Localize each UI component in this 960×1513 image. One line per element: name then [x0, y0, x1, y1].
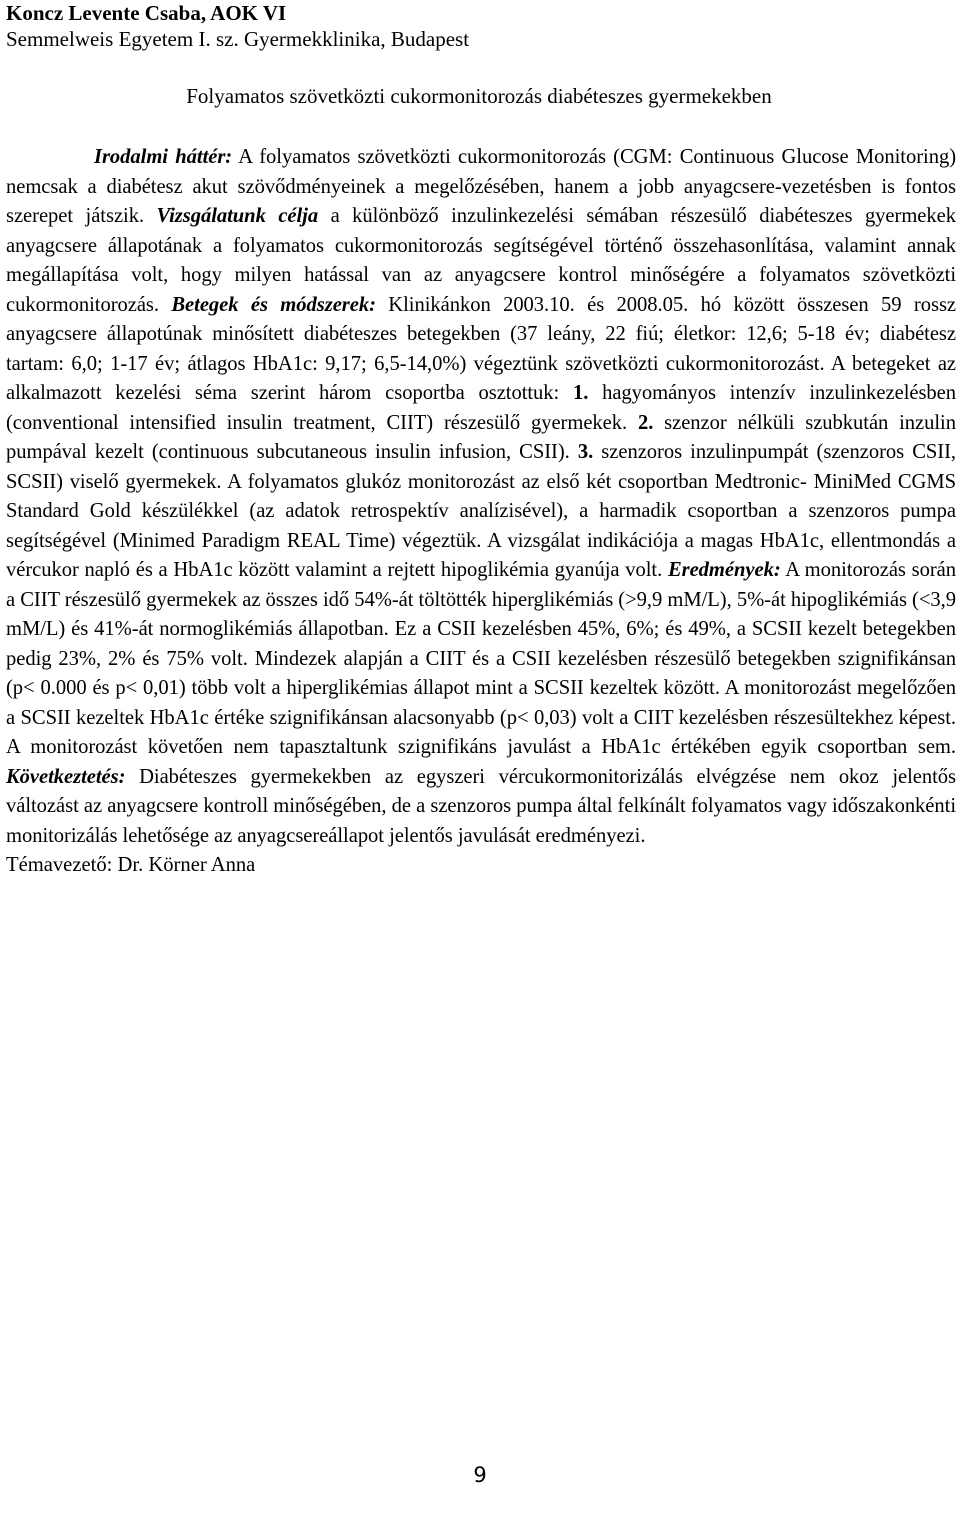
- background-heading: Irodalmi háttér:: [94, 146, 233, 168]
- group-1-text: hagyományos intenzív inzulinkezelésben (conventional intensified insulin treatment, CIIT) részesülő gyermekek.: [6, 382, 956, 434]
- methods-text: Klinikánkon 2003.10. és 2008.05. hó között összesen 59 rossz anyagcsere állapotúnak minősített diabéteszes betegekben (37 leány, 22 fiú; életkor: 12,6; 5-18 év; diabétesz tartam: 6,0; 1-17 év; átlagos HbA1c: 9,17; 6,5-14,0%) végeztünk szövetközti cukormonitorozást. A betegeket az alkalmazott kezelési séma szerint három csoportba osztottuk:: [6, 293, 957, 404]
- abstract-body: [6, 143, 956, 851]
- conclusion-heading: Következtetés:: [6, 765, 126, 788]
- affiliation-line: Semmelweis Egyetem I. sz. Gyermekklinika, Budapest: [6, 27, 470, 51]
- document-page: [6, 0, 956, 881]
- group-3-text: szenzoros inzulinpumpát (szenzoros CSII, SCSII) viselő gyermekek. A folyamatos glukóz monitorozást az első két csoportban Medtronic- MiniMed CGMS Standard Gold készülékkel (az adatok retrospektív analízisével), a harmadik csoportban a szenzoros pumpa segítségével (Minimed Paradigm REAL Time) végeztük. A vizsgálat indikációja a magas HbA1c, ellentmondás a vércukor napló és a HbA1c között valamint a rejtett hipoglikémia gyanúja volt.: [6, 441, 956, 581]
- results-heading: Eredmények:: [667, 559, 781, 581]
- author-line: Koncz Levente Csaba, AOK VI: [6, 1, 287, 25]
- conclusion-text: Diabéteszes gyermekekben az egyszeri vércukormonitorizálás elvégzése nem okoz jelentős változást az anyagcsere kontroll minőségében, de a szenzoros pumpa által felkínált folyamatos vagy időszakonkénti monitorizálás lehetősége az anyagcsereállapot jelentős javulását eredményezi.: [6, 765, 956, 847]
- background-text: A folyamatos szövetközti cukormonitorozás (CGM: Continuous Glucose Monitoring) nemcsak a diabétesz akut szövődményeinek a megelőzésében, hanem a jobb anyagcsere-vezetésben is fontos szerepet játszik.: [6, 146, 956, 227]
- results-text: A monitorozás során a CIIT részesülő gyermekek az összes idő 54%-át töltötték hiperglikémiás (>9,9 mM/L), 5%-át hipoglikémiás (<3,9 mM/L) és 41%-át normoglikémiás állapotban. Ez a CSII kezelésben 45%, 6%; és 49%, a SCSII kezelt betegekben pedig 23%, 2% és 75% volt. Mindezek alapján a CIIT és a CSII kezelésben részesülő betegekben szignifikánsan (p< 0.000 és p< 0,01) több volt a hiperglikémias állapot mint a SCSII kezeltek között. A monitorozást megelőzően a SCSII kezeltek HbA1c értéke szignifikánsan alacsonyabb (p< 0,03) volt a CIIT kezelésben részesültekhez képest. A monitorozást követően nem tapasztaltunk szignifikáns javulást a HbA1c értékében egyik csoportban sem.: [6, 559, 956, 758]
- group-1-number: 1.: [572, 382, 589, 404]
- methods-heading: Betegek és módszerek:: [171, 293, 376, 316]
- group-3-number: 3.: [577, 441, 594, 463]
- abstract-title: Folyamatos szövetközti cukormonitorozás diabéteszes gyermekekben: [186, 84, 772, 108]
- aim-heading: Vizsgálatunk célja: [156, 205, 319, 227]
- abstract-paragraph: [6, 143, 956, 851]
- page-number: 9: [473, 1463, 487, 1487]
- group-2-text: szenzor nélküli szubkután inzulin pumpával kezelt (continuous subcutaneous insulin infusion, CSII).: [6, 411, 956, 463]
- group-2-number: 2.: [637, 411, 654, 434]
- aim-text: a különböző inzulinkezelési sémában részesülő diabéteszes gyermekek anyagcsere állapotának a folyamatos cukormonitorozás segítségével történő összehasonlítása, valamint annak megállapítása volt, hogy milyen hatással van az anyagcsere kontrol minőségére a folyamatos szövetközti cukormonitorozás.: [6, 205, 956, 316]
- supervisor-line: Témavezető: Dr. Körner Anna: [6, 854, 256, 876]
